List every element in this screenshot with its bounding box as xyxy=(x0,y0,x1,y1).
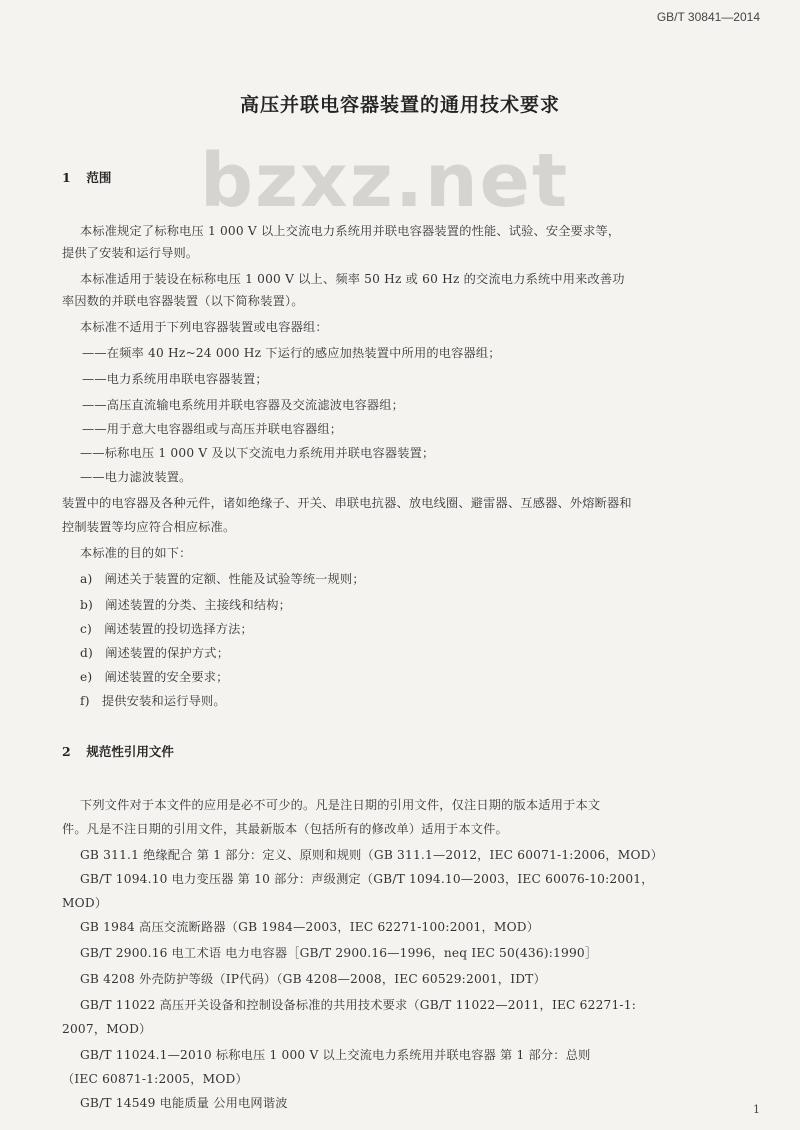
reference-entry: GB 1984 高压交流断路器（GB 1984—2003，IEC 62271-100:2001，MOD） xyxy=(80,920,540,934)
list-marker: e) xyxy=(80,670,93,684)
reference-entry: GB/T 11024.1—2010 标称电压 1 000 V 以上交流电力系统用并联电容器 第 1 部分：总则 xyxy=(80,1048,591,1062)
document-title: 高压并联电容器装置的通用技术要求 xyxy=(239,94,560,116)
list-dash-item: ——标称电压 1 000 V 及以下交流电力系统用并联电容器装置； xyxy=(80,446,435,460)
section-2-heading xyxy=(62,742,174,760)
section-number: 1 xyxy=(62,170,71,185)
section-1-heading xyxy=(62,168,111,186)
list-text: 阐述装置的分类、主接线和结构； xyxy=(105,598,292,612)
list-text: 阐述装置的投切选择方法； xyxy=(104,622,253,636)
list-text: 阐述关于装置的定额、性能及试验等统一规则； xyxy=(104,572,365,586)
standard-code: GB/T 30841—2014 xyxy=(656,10,760,24)
list-text: 提供安装和运行导则。 xyxy=(101,694,226,708)
paragraph-line: 本标准不适用于下列电容器装置或电容器组： xyxy=(80,320,328,334)
paragraph-line: 下列文件对于本文件的应用是必不可少的。凡是注日期的引用文件，仅注日期的版本适用于本文 xyxy=(80,798,601,812)
section-title: 范围 xyxy=(86,170,112,185)
list-item xyxy=(80,644,229,661)
list-item xyxy=(80,620,253,637)
reference-entry: GB/T 11022 高压开关设备和控制设备标准的共用技术要求（GB/T 11022—2011，IEC 62271-1: xyxy=(80,998,637,1012)
reference-entry: GB 311.1 绝缘配合 第 1 部分：定义、原则和规则（GB 311.1—2012，IEC 60071-1:2006，MOD） xyxy=(80,848,664,862)
paragraph-line: 提供了安装和运行导则。 xyxy=(62,246,199,260)
reference-entry: GB/T 2900.16 电工术语 电力电容器［GB/T 2900.16—1996，neq IEC 50(436):1990］ xyxy=(80,946,598,960)
list-text: 阐述装置的安全要求； xyxy=(104,670,229,684)
reference-entry: MOD） xyxy=(62,896,108,910)
list-dash-item: ——电力滤波装置。 xyxy=(80,470,192,484)
list-dash-item: ——电力系统用串联电容器装置； xyxy=(82,372,268,386)
reference-entry: GB/T 1094.10 电力变压器 第 10 部分：声级测定（GB/T 1094.10—2003，IEC 60076-10:2001， xyxy=(80,872,654,886)
reference-entry: （IEC 60871-1:2005，MOD） xyxy=(62,1072,248,1086)
list-item xyxy=(80,668,228,685)
list-item xyxy=(80,570,365,587)
paragraph-line: 件。凡是不注日期的引用文件，其最新版本（包括所有的修改单）适用于本文件。 xyxy=(62,822,508,836)
list-item xyxy=(80,692,226,709)
paragraph-line: 本标准的目的如下： xyxy=(80,546,192,560)
paragraph-line: 率因数的并联电容器装置（以下简称装置）。 xyxy=(62,294,304,308)
paragraph-line: 装置中的电容器及各种元件，诸如绝缘子、开关、串联电抗器、放电线圈、避雷器、互感器、外熔断器和 xyxy=(62,496,632,510)
paragraph-line: 本标准适用于装设在标称电压 1 000 V 以上、频率 50 Hz 或 60 Hz 的交流电力系统中用来改善功 xyxy=(80,272,625,286)
list-marker: b) xyxy=(80,598,93,612)
section-number: 2 xyxy=(62,744,71,759)
list-dash-item: ——高压直流输电系统用并联电容器及交流滤波电容器组； xyxy=(82,398,405,412)
watermark: bzxz.net xyxy=(200,138,570,224)
list-item xyxy=(80,596,291,613)
list-marker: a) xyxy=(80,572,93,586)
reference-entry: 2007，MOD） xyxy=(62,1022,152,1036)
reference-entry: GB 4208 外壳防护等级（IP代码）（GB 4208—2008，IEC 60529:2001，IDT） xyxy=(80,972,546,986)
section-title: 规范性引用文件 xyxy=(86,744,174,759)
list-dash-item: ——用于意大电容器组或与高压并联电容器组； xyxy=(82,422,343,436)
list-dash-item: ——在频率 40 Hz~24 000 Hz 下运行的感应加热装置中所用的电容器组； xyxy=(82,346,501,360)
list-marker: f) xyxy=(80,694,90,708)
paragraph-line: 本标准规定了标称电压 1 000 V 以上交流电力系统用并联电容器装置的性能、试验、安全要求等， xyxy=(80,224,621,238)
reference-entry: GB/T 14549 电能质量 公用电网谐波 xyxy=(80,1096,288,1110)
page-number: 1 xyxy=(753,1103,760,1116)
list-text: 阐述装置的保护方式； xyxy=(105,646,230,660)
list-marker: c) xyxy=(80,622,92,636)
list-marker: d) xyxy=(80,646,93,660)
paragraph-line: 控制装置等均应符合相应标准。 xyxy=(62,520,236,534)
